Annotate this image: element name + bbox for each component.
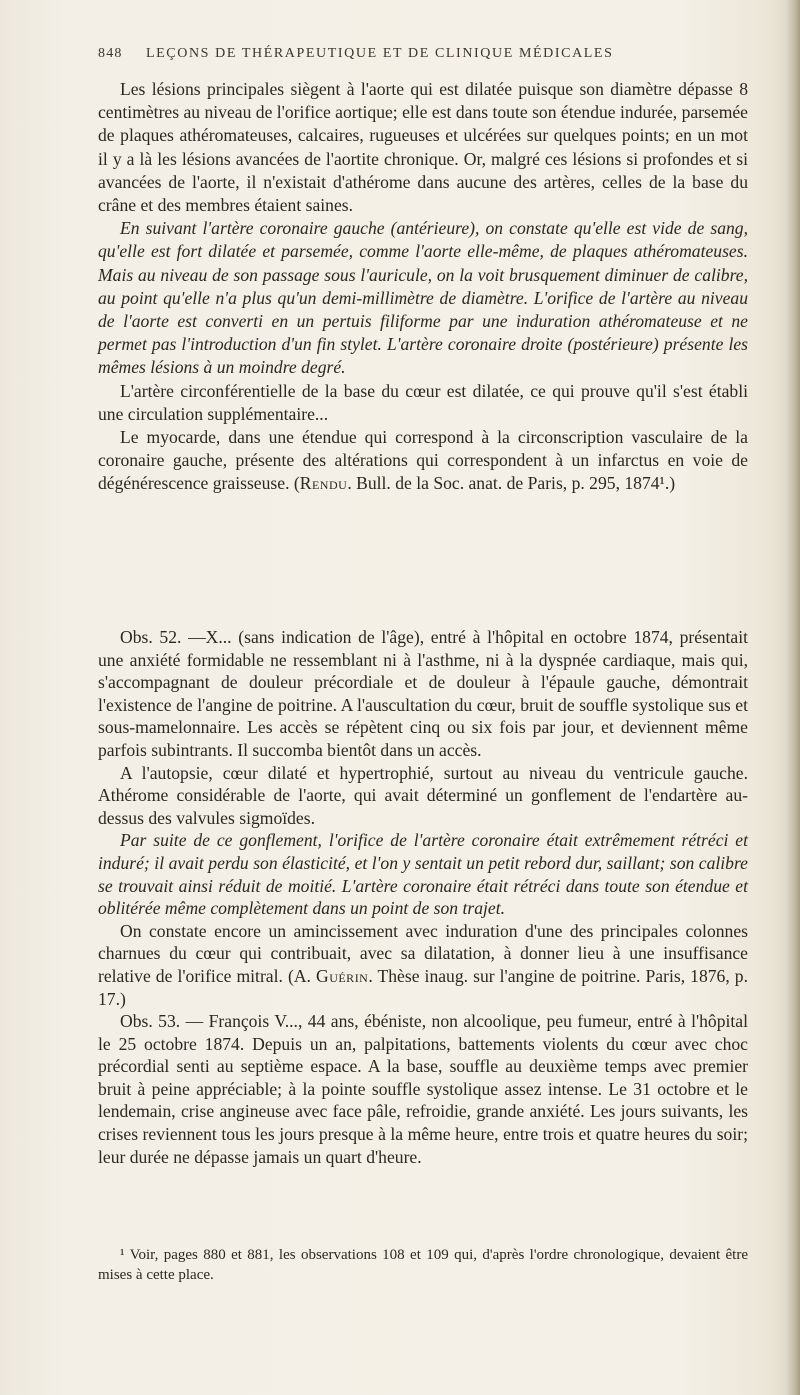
paragraph-obs-53: Obs. 53. — François V..., 44 ans, ébéniste, non alcoolique, peu fumeur, entré à l'hôpital le 25 octobre 1874. Depuis un an, palpitations, battements violents du cœur avec choc précordial senti au septième espace. A la base, souffle au deuxième temps avec premier bruit à peine appréciable; à la pointe souffle systolique assez intense. Le 31 octobre et le lendemain, crise angineuse avec face pâle, refroidie, grande anxiété. Les jours suivants, les crises reviennent tous les jours presque à la même heure, entre trois et quatre heures du soir; leur durée ne dépasse jamais un quart d'heure. [98, 1011, 748, 1167]
citation-reference-guerin: . Thèse inaug. sur l'angine de poitrine. Paris, 1876, p. 17.) [98, 965, 748, 1009]
paragraph-obs-52: Obs. 52. —X... (sans indication de l'âge), entré à l'hôpital en octobre 1874, présentait une anxiété formidable ne ressemblant ni à l'asthme, ni à la dyspnée cardiaque, mais qui, s'accompagnant de douleur précordiale et de douleur à l'épaule gauche, démontrait l'existence de l'angine de poitrine. A l'auscultation du cœur, bruit de souffle systolique sus et sous-mamelonnaire. Les accès se répètent cinq ou six fois par jour, et deviennent même parfois subintrants. Il succomba bientôt dans un accès. [98, 627, 748, 760]
text-block-obs52 [98, 626, 748, 1010]
running-title: LEÇONS DE THÉRAPEUTIQUE ET DE CLINIQUE MÉDICALES [146, 46, 614, 61]
paragraph-circumferential-artery: L'artère circonférentielle de la base du cœur est dilatée, ce qui prouve qu'il s'est établi une circulation supplémentaire... [98, 380, 748, 424]
paragraph-columns [98, 920, 748, 1010]
paragraph-autopsy: A l'autopsie, cœur dilaté et hypertrophié, surtout au niveau du ventricule gauche. Athérome considérable de l'aorte, qui avait déterminé un gonflement de l'endartère au-dessus des valvules sigmoïdes. [98, 762, 748, 828]
footnote-text: ¹ Voir, pages 880 et 881, les observations 108 et 109 qui, d'après l'ordre chronologique, devaient être mises à cette place. [98, 1247, 748, 1283]
citation-author-rendu: Rendu [299, 473, 348, 494]
citation-author-guerin: Guérin [315, 965, 369, 986]
paragraph-coronary-orifice: Par suite de ce gonflement, l'orifice de l'artère coronaire était extrêmement rétréci et induré; il avait perdu son élasticité, et l'on y sentait un petit rebord dur, saillant; son calibre se trouvait ainsi réduit de moitié. L'artère coronaire était rétréci dans toute son étendue et oblitérée même complètement dans un point de son trajet. [98, 830, 748, 919]
columns-text: On constate encore un amincissement avec induration d'une des principales colonnes charnues du cœur qui contribuait, avec sa dilatation, à donner lieu à une insuffisance relative de l'orifice mitral. (A. [98, 920, 748, 986]
text-block-top [98, 78, 748, 496]
myocardium-text: Le myocarde, dans une étendue qui correspond à la circonscription vasculaire de la coronaire gauche, présente des altérations qui correspondent à un infarctus en voie de dégénérescence graisseuse. ( [98, 427, 748, 494]
text-block-obs53 [98, 1010, 748, 1168]
footnote [98, 1245, 748, 1285]
citation-reference-rendu: . Bull. de la Soc. anat. de Paris, p. 295, 1874¹.) [347, 473, 676, 494]
page-edge-shadow [786, 0, 800, 1395]
paragraph-aortic-lesions: Les lésions principales siègent à l'aorte qui est dilatée puisque son diamètre dépasse 8 centimètres au niveau de l'orifice aortique; elle est dans toute son étendue indurée, parsemée de plaques athéromateuses, calcaires, rugueuses et ulcérées sur quelques points; en un mot il y a là les lésions avancées de l'aortite chronique. Or, malgré ces lésions si profondes et si avancées de l'aorte, il n'existait d'athérome dans aucune des artères, celles de la base du crâne et des membres étaient saines. [98, 79, 748, 216]
page-number: 848 [98, 46, 123, 61]
running-header [98, 46, 738, 62]
paragraph-left-coronary: En suivant l'artère coronaire gauche (antérieure), on constate qu'elle est vide de sang, qu'elle est fort dilatée et parsemée, comme l'aorte elle-même, de plaques athéromateuses. Mais au niveau de son passage sous l'auricule, on la voit brusquement diminuer de calibre, au point qu'elle n'a plus qu'un demi-millimètre de diamètre. L'orifice de l'artère au niveau de l'aorte est converti en un pertuis filiforme par une induration athéromateuse et ne permet pas l'introduction d'un fin stylet. L'artère coronaire droite (postérieure) présente les mêmes lésions à un moindre degré. [98, 218, 748, 378]
paragraph-myocardium [98, 426, 748, 496]
